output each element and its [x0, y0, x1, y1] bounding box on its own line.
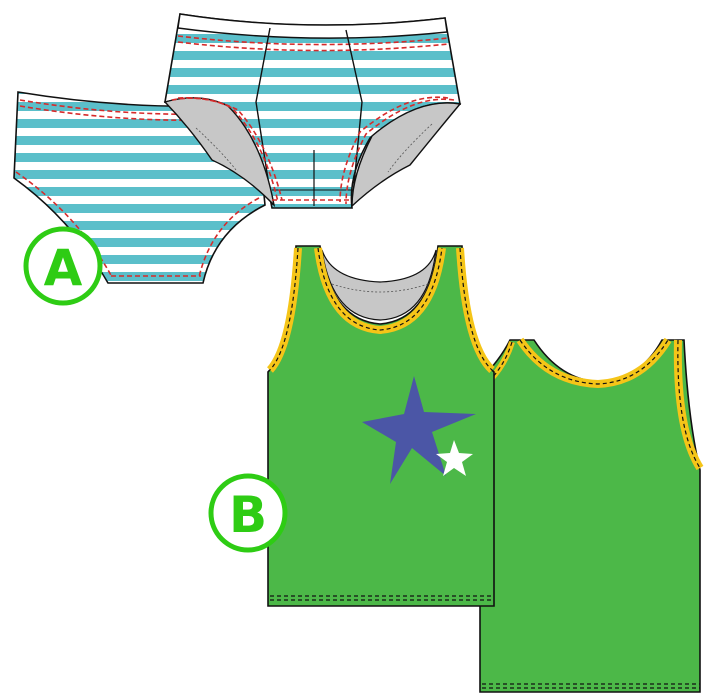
badge-b	[211, 476, 285, 550]
back-tank-top	[480, 340, 700, 692]
badge-a	[26, 229, 100, 303]
badge-a-label: A	[43, 239, 83, 297]
badge-b-label: B	[228, 486, 268, 544]
